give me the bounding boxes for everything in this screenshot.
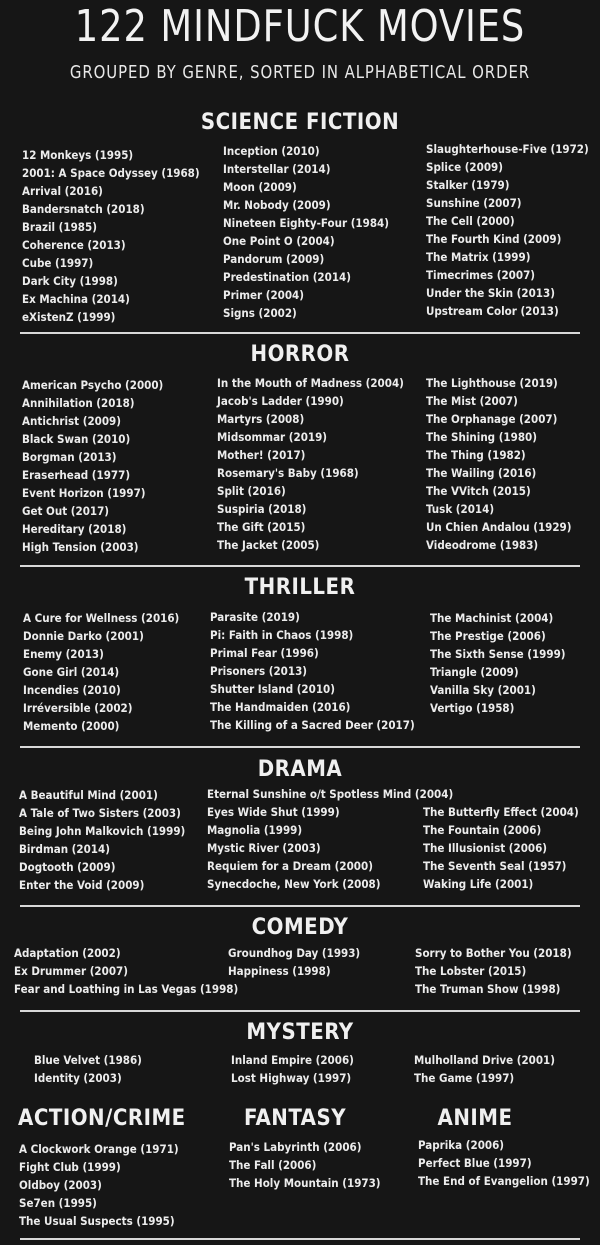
movie-item: Mr. Nobody (2009) bbox=[223, 198, 331, 212]
movie-item: The Fourth Kind (2009) bbox=[426, 232, 562, 246]
thriller-col-2 bbox=[210, 608, 415, 734]
movie-item: Gone Girl (2014) bbox=[23, 665, 120, 679]
movie-item: The Cell (2000) bbox=[426, 214, 515, 228]
movie-item: A Tale of Two Sisters (2003) bbox=[19, 806, 181, 820]
movie-item: High Tension (2003) bbox=[22, 540, 139, 554]
movie-item: Enter the Void (2009) bbox=[19, 878, 145, 892]
movie-item: Incendies (2010) bbox=[23, 683, 121, 697]
movie-item: A Beautiful Mind (2001) bbox=[19, 788, 158, 802]
movie-item: Eraserhead (1977) bbox=[22, 468, 131, 482]
movie-item: Borgman (2013) bbox=[22, 450, 117, 464]
movie-item: Un Chien Andalou (1929) bbox=[426, 520, 572, 534]
horror-col-1 bbox=[22, 376, 163, 556]
fantasy-list bbox=[229, 1138, 381, 1192]
movie-item: Interstellar (2014) bbox=[223, 162, 331, 176]
heading-science-fiction: SCIENCE FICTION bbox=[200, 110, 400, 135]
movie-item: Oldboy (2003) bbox=[19, 1178, 102, 1192]
heading-horror: HORROR bbox=[250, 342, 350, 367]
movie-item: Sunshine (2007) bbox=[426, 196, 522, 210]
comedy-col-2 bbox=[228, 944, 360, 980]
divider bbox=[20, 1010, 580, 1012]
movie-item: Perfect Blue (1997) bbox=[418, 1156, 532, 1170]
mystery-col-3 bbox=[414, 1051, 555, 1087]
movie-item: Pan's Labyrinth (2006) bbox=[229, 1140, 362, 1154]
movie-item: Nineteen Eighty-Four (1984) bbox=[223, 216, 389, 230]
divider bbox=[20, 565, 580, 567]
movie-item: Hereditary (2018) bbox=[22, 522, 127, 536]
movie-item: Prisoners (2013) bbox=[210, 664, 307, 678]
movie-item: The Illusionist (2006) bbox=[423, 841, 548, 855]
movie-item: The Shining (1980) bbox=[426, 430, 537, 444]
mystery-col-1 bbox=[34, 1051, 142, 1087]
drama-col-3 bbox=[423, 803, 579, 893]
movie-item: Antichrist (2009) bbox=[22, 414, 121, 428]
movie-item: Splice (2009) bbox=[426, 160, 503, 174]
movie-item: Inland Empire (2006) bbox=[231, 1053, 354, 1067]
heading-drama: DRAMA bbox=[257, 757, 343, 782]
thriller-col-1 bbox=[23, 609, 179, 735]
movie-item: Videodrome (1983) bbox=[426, 538, 539, 552]
movie-item: Rosemary's Baby (1968) bbox=[217, 466, 359, 480]
movie-item: Suspiria (2018) bbox=[217, 502, 307, 516]
movie-item: The End of Evangelion (1997) bbox=[418, 1174, 590, 1188]
scifi-col-3 bbox=[426, 140, 589, 320]
movie-item: Memento (2000) bbox=[23, 719, 120, 733]
movie-item: Mystic River (2003) bbox=[207, 841, 321, 855]
movie-item: Eternal Sunshine o/t Spotless Mind (2004) bbox=[207, 787, 454, 801]
movie-item: Get Out (2017) bbox=[22, 504, 110, 518]
movie-item: The Seventh Seal (1957) bbox=[423, 859, 567, 873]
thriller-col-3 bbox=[430, 609, 566, 717]
movie-item: Identity (2003) bbox=[34, 1071, 122, 1085]
movie-item: Tusk (2014) bbox=[426, 502, 495, 516]
heading-mystery: MYSTERY bbox=[246, 1020, 354, 1045]
movie-item: Upstream Color (2013) bbox=[426, 304, 559, 318]
divider bbox=[20, 905, 580, 907]
mystery-col-2 bbox=[231, 1051, 354, 1087]
movie-item: eXistenZ (1999) bbox=[22, 310, 116, 324]
horror-col-3 bbox=[426, 374, 572, 554]
movie-item: Stalker (1979) bbox=[426, 178, 510, 192]
movie-item: The Jacket (2005) bbox=[217, 538, 320, 552]
movie-item: Moon (2009) bbox=[223, 180, 297, 194]
heading-fantasy: FANTASY bbox=[243, 1106, 347, 1131]
movie-item: Midsommar (2019) bbox=[217, 430, 328, 444]
movie-item: The Prestige (2006) bbox=[430, 629, 546, 643]
movie-item: Se7en (1995) bbox=[19, 1196, 97, 1210]
movie-item: The Wailing (2016) bbox=[426, 466, 537, 480]
movie-item: Shutter Island (2010) bbox=[210, 682, 335, 696]
movie-item: The Mist (2007) bbox=[426, 394, 518, 408]
movie-item: Black Swan (2010) bbox=[22, 432, 131, 446]
movie-item: Eyes Wide Shut (1999) bbox=[207, 805, 340, 819]
movie-item: One Point O (2004) bbox=[223, 234, 335, 248]
movie-item: The Usual Suspects (1995) bbox=[19, 1214, 175, 1228]
heading-comedy: COMEDY bbox=[251, 915, 349, 940]
movie-item: Coherence (2013) bbox=[22, 238, 126, 252]
divider bbox=[20, 332, 580, 334]
movie-item: Vertigo (1958) bbox=[430, 701, 515, 715]
movie-item: The Holy Mountain (1973) bbox=[229, 1176, 381, 1190]
movie-item: Split (2016) bbox=[217, 484, 286, 498]
movie-item: Event Horizon (1997) bbox=[22, 486, 146, 500]
movie-item: In the Mouth of Madness (2004) bbox=[217, 376, 404, 390]
drama-col-1 bbox=[19, 786, 185, 894]
movie-item: Synecdoche, New York (2008) bbox=[207, 877, 381, 891]
page-title: 122 MINDFUCK MOVIES bbox=[74, 1, 526, 52]
movie-item: Happiness (1998) bbox=[228, 964, 331, 978]
comedy-col-1 bbox=[14, 944, 238, 998]
movie-item: The Handmaiden (2016) bbox=[210, 700, 351, 714]
movie-item: Pi: Faith in Chaos (1998) bbox=[210, 628, 354, 642]
movie-item: Martyrs (2008) bbox=[217, 412, 305, 426]
comedy-col-3 bbox=[415, 944, 572, 998]
movie-item: American Psycho (2000) bbox=[22, 378, 164, 392]
movie-item: The Truman Show (1998) bbox=[415, 982, 561, 996]
anime-list bbox=[418, 1136, 590, 1190]
movie-item: Jacob's Ladder (1990) bbox=[217, 394, 344, 408]
movie-item: Timecrimes (2007) bbox=[426, 268, 535, 282]
heading-thriller: THRILLER bbox=[244, 575, 356, 600]
movie-item: Waking Life (2001) bbox=[423, 877, 534, 891]
movie-item: Groundhog Day (1993) bbox=[228, 946, 361, 960]
horror-col-2 bbox=[217, 374, 404, 554]
movie-item: Primer (2004) bbox=[223, 288, 304, 302]
movie-item: The Fountain (2006) bbox=[423, 823, 542, 837]
movie-item: Sorry to Bother You (2018) bbox=[415, 946, 572, 960]
divider bbox=[20, 1238, 580, 1240]
movie-item: The Game (1997) bbox=[414, 1071, 515, 1085]
action-list bbox=[19, 1140, 179, 1230]
movie-item: A Clockwork Orange (1971) bbox=[19, 1142, 179, 1156]
movie-item: Cube (1997) bbox=[22, 256, 94, 270]
movie-item: Mulholland Drive (2001) bbox=[414, 1053, 555, 1067]
movie-item: The Thing (1982) bbox=[426, 448, 526, 462]
movie-item: Signs (2002) bbox=[223, 306, 297, 320]
movie-item: Ex Machina (2014) bbox=[22, 292, 130, 306]
movie-item: Dogtooth (2009) bbox=[19, 860, 116, 874]
movie-item: Fight Club (1999) bbox=[19, 1160, 121, 1174]
drama-col-2 bbox=[207, 785, 453, 893]
movie-item: Annihilation (2018) bbox=[22, 396, 135, 410]
movie-item: The Orphanage (2007) bbox=[426, 412, 558, 426]
movie-item: The Butterfly Effect (2004) bbox=[423, 805, 579, 819]
page-subtitle: GROUPED BY GENRE, SORTED IN ALPHABETICAL ORDER bbox=[69, 62, 531, 83]
movie-item: Vanilla Sky (2001) bbox=[430, 683, 536, 697]
movie-item: The Lobster (2015) bbox=[415, 964, 527, 978]
movie-item: Mother! (2017) bbox=[217, 448, 306, 462]
movie-item: Under the Skin (2013) bbox=[426, 286, 555, 300]
movie-item: Bandersnatch (2018) bbox=[22, 202, 145, 216]
movie-item: Arrival (2016) bbox=[22, 184, 103, 198]
movie-item: The Fall (2006) bbox=[229, 1158, 317, 1172]
heading-action-crime: ACTION/CRIME bbox=[18, 1106, 186, 1131]
movie-item: Paprika (2006) bbox=[418, 1138, 505, 1152]
divider bbox=[20, 746, 580, 748]
movie-item: Lost Highway (1997) bbox=[231, 1071, 352, 1085]
movie-item: Irréversible (2002) bbox=[23, 701, 133, 715]
movie-item: Birdman (2014) bbox=[19, 842, 110, 856]
movie-item: The VVitch (2015) bbox=[426, 484, 531, 498]
movie-item: The Gift (2015) bbox=[217, 520, 306, 534]
movie-item: Ex Drummer (2007) bbox=[14, 964, 128, 978]
movie-item: Enemy (2013) bbox=[23, 647, 104, 661]
movie-item: Pandorum (2009) bbox=[223, 252, 325, 266]
movie-item: Brazil (1985) bbox=[22, 220, 97, 234]
movie-item: The Killing of a Sacred Deer (2017) bbox=[210, 718, 415, 732]
movie-item: The Lighthouse (2019) bbox=[426, 376, 558, 390]
movie-item: Fear and Loathing in Las Vegas (1998) bbox=[14, 982, 239, 996]
movie-item: The Matrix (1999) bbox=[426, 250, 531, 264]
movie-item: Slaughterhouse-Five (1972) bbox=[426, 142, 589, 156]
movie-item: The Sixth Sense (1999) bbox=[430, 647, 566, 661]
movie-item: Donnie Darko (2001) bbox=[23, 629, 144, 643]
scifi-col-2 bbox=[223, 142, 389, 322]
movie-item: Triangle (2009) bbox=[430, 665, 519, 679]
movie-item: Adaptation (2002) bbox=[14, 946, 121, 960]
movie-item: Primal Fear (1996) bbox=[210, 646, 319, 660]
movie-item: Requiem for a Dream (2000) bbox=[207, 859, 373, 873]
movie-item: The Machinist (2004) bbox=[430, 611, 554, 625]
heading-anime: ANIME bbox=[437, 1106, 513, 1131]
movie-item: Predestination (2014) bbox=[223, 270, 351, 284]
movie-item: Parasite (2019) bbox=[210, 610, 300, 624]
scifi-col-1 bbox=[22, 146, 200, 326]
movie-item: Blue Velvet (1986) bbox=[34, 1053, 142, 1067]
movie-item: A Cure for Wellness (2016) bbox=[23, 611, 180, 625]
movie-item: 12 Monkeys (1995) bbox=[22, 148, 134, 162]
movie-item: 2001: A Space Odyssey (1968) bbox=[22, 166, 200, 180]
movie-item: Magnolia (1999) bbox=[207, 823, 303, 837]
movie-item: Being John Malkovich (1999) bbox=[19, 824, 186, 838]
movie-item: Inception (2010) bbox=[223, 144, 320, 158]
movie-item: Dark City (1998) bbox=[22, 274, 118, 288]
